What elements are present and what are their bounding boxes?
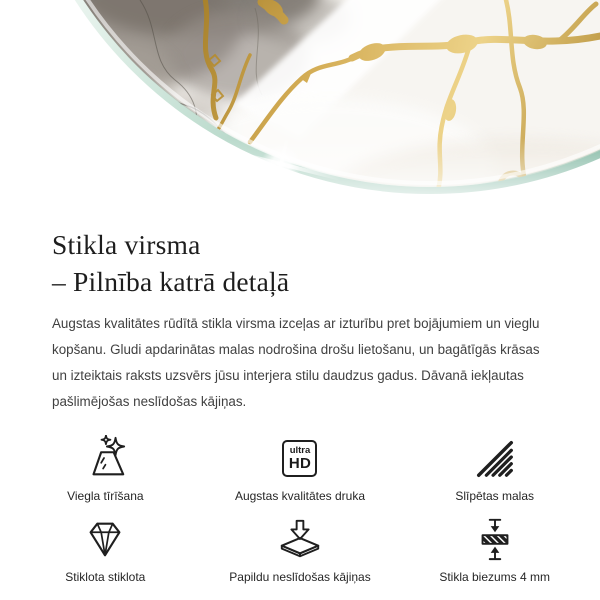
page-title: [52, 226, 548, 300]
hero-image: [0, 0, 600, 212]
title-line-1: Stikla virsma: [52, 229, 201, 260]
non-slip-feet-icon: [277, 516, 323, 562]
feature-label: Stiklota stiklota: [65, 570, 146, 584]
feature-label: Stikla biezums 4 mm: [439, 570, 551, 584]
feature-label: Augstas kvalitātes druka: [234, 489, 366, 503]
feature-print-quality: [203, 435, 398, 503]
feature-polished-edges: [397, 435, 592, 503]
product-description: Augstas kvalitātes rūdītā stikla virsma izceļas ar izturību pret bojājumiem un vieglu kopšanu. Gludi apdarinātas malas nodrošina drošu lietošanu, un bagātīgās krāsas un izteiktais raksts uzsvērs jūsu interjera stilu daudzus gadus. Dāvanā iekļautas pašlimējošas neslīdošas kājiņas.: [52, 316, 540, 409]
feature-easy-cleaning: [8, 435, 203, 503]
ultra-hd-icon: [282, 435, 317, 481]
feature-non-slip-feet: [203, 516, 398, 584]
feature-label: Viegla tīrīšana: [67, 489, 144, 503]
feature-label: Papildu neslīdošas kājiņas: [229, 570, 371, 584]
ultra-hd-icon-text-bottom: HD: [288, 454, 312, 472]
feature-glass-thickness: [397, 516, 592, 584]
ultra-hd-icon-text-top: ultra: [289, 444, 311, 456]
title-line-2: – Pilnība katrā detaļā: [52, 266, 290, 297]
sparkle-surface-icon: [82, 435, 128, 481]
glass-thickness-icon: [472, 516, 518, 562]
features-grid: [8, 435, 592, 584]
beveled-edge-icon: [472, 435, 518, 481]
glass-tabletop-illustration: [0, 0, 600, 212]
feature-label: Slīpētas malas: [455, 489, 535, 503]
feature-glazed-glass: [8, 516, 203, 584]
diamond-icon: [82, 516, 128, 562]
